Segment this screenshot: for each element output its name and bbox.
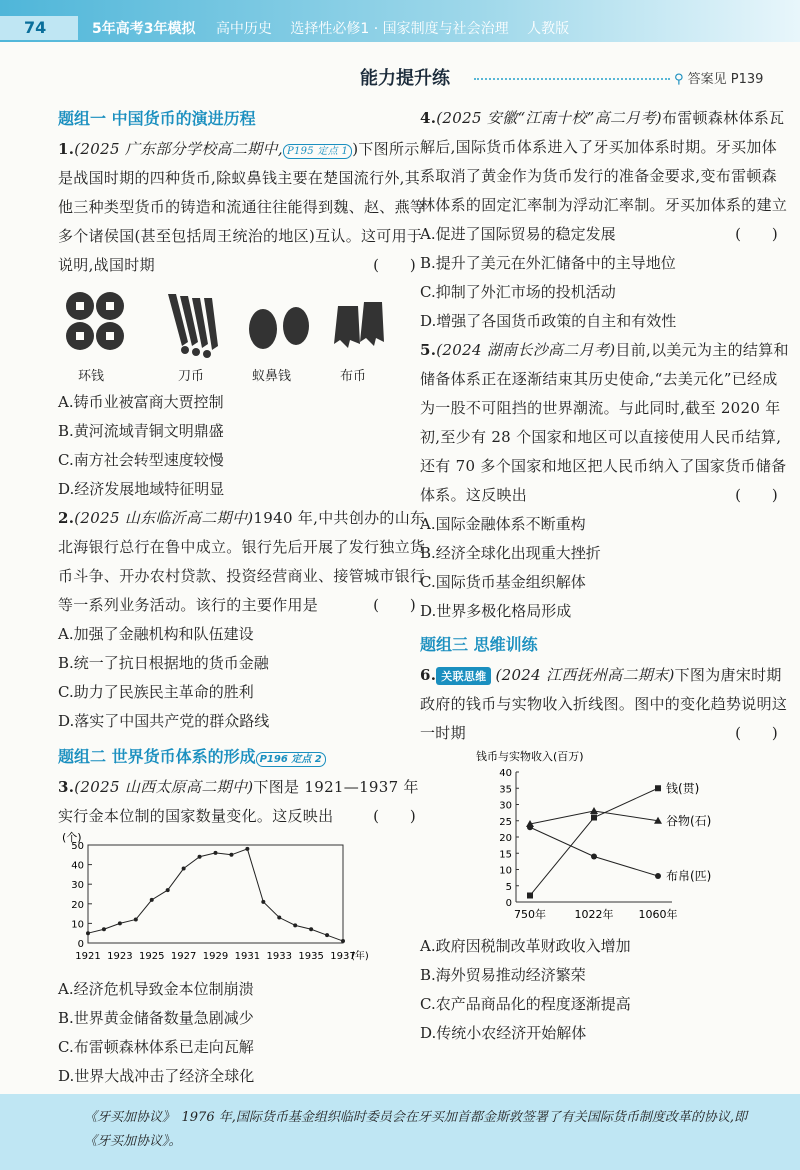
association-badge: 关联思维 bbox=[436, 667, 491, 685]
series-label: 布帛(匹) bbox=[666, 869, 712, 883]
spade-coin-image bbox=[334, 302, 384, 348]
option[interactable]: B.海外贸易推动经济繁荣 bbox=[420, 966, 586, 984]
y-tick-label: 35 bbox=[499, 784, 512, 796]
option[interactable]: A.促进了国际贸易的稳定发展 bbox=[420, 225, 616, 243]
option[interactable]: B.经济全球化出现重大挫折 bbox=[420, 544, 601, 562]
group2-title: 题组二 世界货币体系的形成 P196 定点 2 bbox=[58, 744, 428, 767]
x-tick-label: 1921 bbox=[75, 951, 101, 962]
data-point bbox=[591, 815, 597, 821]
header-text bbox=[92, 18, 583, 38]
data-point bbox=[341, 939, 345, 943]
option[interactable]: D.经济发展地域特征明显 bbox=[58, 480, 225, 498]
option[interactable]: C.助力了民族民主革命的胜利 bbox=[58, 683, 254, 701]
plot-frame bbox=[88, 845, 343, 943]
series-line bbox=[88, 849, 343, 941]
option[interactable]: D.传统小农经济开始解体 bbox=[420, 1024, 587, 1042]
data-point bbox=[309, 927, 313, 931]
series-line bbox=[530, 788, 658, 895]
y-tick-label: 20 bbox=[499, 833, 512, 844]
answer-reference: ⚲ 答案见 P139 bbox=[674, 72, 764, 87]
option[interactable]: D.世界多极化格局形成 bbox=[420, 602, 572, 620]
option[interactable]: A.政府因税制改革财政收入增加 bbox=[420, 937, 631, 955]
data-point bbox=[229, 853, 233, 857]
y-tick-label: 5 bbox=[505, 881, 512, 893]
y-tick-label: 25 bbox=[499, 816, 512, 828]
y-tick-label: 40 bbox=[499, 768, 512, 779]
data-point bbox=[591, 854, 597, 860]
x-axis-label: (年) bbox=[351, 951, 369, 962]
question-2: 2.(2025 山东临沂高二期中)1940 年,中共创办的山东北海银行总行在鲁中成立。银行先后开展了发行独立货币斗争、开办农村贷款、投资经营商业、接管城市银行等一系列业务活动。该行的主要作用是 ( ) bbox=[58, 509, 426, 614]
edition: 人教版 bbox=[527, 21, 570, 37]
y-tick-label: 10 bbox=[71, 919, 84, 931]
subject: 高中历史 bbox=[215, 21, 272, 37]
keypoint-tag[interactable]: P195 定点 1 bbox=[283, 144, 352, 159]
y-tick-label: 30 bbox=[499, 800, 512, 812]
option[interactable]: B.统一了抗日根据地的货币金融 bbox=[58, 654, 269, 672]
data-point bbox=[261, 900, 265, 904]
series-title: 5年高考3年模拟 bbox=[92, 21, 196, 37]
coin-images bbox=[58, 284, 428, 384]
ring-coin-image bbox=[66, 292, 124, 350]
section-title: 能力提升练 bbox=[360, 68, 450, 89]
coin-label: 布币 bbox=[340, 369, 367, 384]
x-tick-label: 1923 bbox=[107, 951, 133, 962]
option[interactable]: C.南方社会转型速度较慢 bbox=[58, 451, 224, 469]
option[interactable]: A.加强了金融机构和队伍建设 bbox=[58, 625, 254, 643]
data-point bbox=[245, 847, 249, 851]
footer-note: 《牙买加协议》 1976 年,国际货币基金组织临时委员会在牙买加首都金斯敦签署了有关国际货币制度改革的协议,即《牙买加协议》。 bbox=[84, 1110, 747, 1149]
data-point bbox=[655, 785, 661, 791]
y-tick-label: 30 bbox=[71, 880, 84, 892]
x-tick-label: 750年 bbox=[514, 908, 546, 921]
option[interactable]: B.黄河流域青铜文明鼎盛 bbox=[58, 422, 224, 440]
dotted-divider bbox=[474, 78, 670, 80]
data-point bbox=[198, 855, 202, 859]
coins-illustration bbox=[58, 284, 398, 364]
option[interactable]: C.国际货币基金组织解体 bbox=[420, 573, 586, 591]
data-point bbox=[325, 933, 329, 937]
y-axis-label: 钱币与实物收入(百万) bbox=[476, 750, 584, 763]
data-point bbox=[134, 917, 138, 921]
y-tick-label: 40 bbox=[71, 860, 84, 872]
question-3: 3.(2025 山西太原高二期中)下图是 1921—1937 年实行金本位制的国家数量变化。这反映出 ( ) bbox=[58, 778, 419, 825]
option[interactable]: C.布雷顿森林体系已走向瓦解 bbox=[58, 1038, 254, 1056]
book-title: 选择性必修1 · 国家制度与社会治理 bbox=[290, 21, 509, 37]
tang-song-income-chart bbox=[420, 748, 760, 928]
data-point bbox=[182, 867, 186, 871]
question-5: 5.(2024 湖南长沙高二月考)目前,以美元为主的结算和储备体系正在逐渐结束其历史使命,“去美元化”已经成为一股不可阻挡的世界潮流。与此同时,截至 2020 年初,至少有 28 个国家和地区可以直接使用人民币结算,还有 70 多个国家和地区把人民币纳入了国家货币储备体系。这反映出 ( ) bbox=[420, 341, 789, 504]
data-point bbox=[118, 921, 122, 925]
keypoint-tag[interactable]: P196 定点 2 bbox=[256, 752, 326, 767]
series-label: 谷物(石) bbox=[666, 813, 712, 828]
option[interactable]: D.增强了各国货币政策的自主和有效性 bbox=[420, 312, 677, 330]
series-line bbox=[530, 827, 658, 876]
coin-label: 刀币 bbox=[178, 369, 205, 384]
data-point bbox=[527, 824, 533, 830]
y-tick-label: 20 bbox=[71, 899, 84, 911]
left-column bbox=[58, 104, 428, 1091]
option[interactable]: A.铸币业被富商大贾控制 bbox=[58, 393, 224, 411]
x-tick-label: 1933 bbox=[266, 951, 292, 962]
data-point bbox=[214, 851, 218, 855]
data-point bbox=[102, 927, 106, 931]
question-4: 4.(2025 安徽“江南十校”高二月考)布雷顿森林体系瓦解后,国际货币体系进入了牙买加体系时期。牙买加体系取消了黄金作为货币发行的准备金要求,变布雷顿森林体系的固定汇率制为浮动汇率制。牙买加体系的建立 ( ) bbox=[420, 109, 788, 243]
question-1: 1.(2025 广东部分学校高二期中, P195 定点 1 )下图所示是战国时期的四种货币,除蚁鼻钱主要在楚国流行外,其他三种类型货币的铸造和流通往往能得到魏、赵、燕等多个诸侯国(甚至包括周王统治的地区)互认。这可用于说明,战国时期 ( ) bbox=[58, 140, 426, 274]
y-tick-label: 50 bbox=[71, 841, 84, 852]
coin-label: 环钱 bbox=[78, 369, 105, 384]
x-tick-label: 1931 bbox=[234, 951, 261, 962]
series-label: 钱(贯) bbox=[666, 781, 700, 796]
x-tick-label: 1927 bbox=[170, 951, 197, 962]
option[interactable]: D.世界大战冲击了经济全球化 bbox=[58, 1067, 255, 1085]
option[interactable]: D.落实了中国共产党的群众路线 bbox=[58, 712, 270, 730]
data-point bbox=[655, 873, 661, 879]
data-point bbox=[590, 807, 598, 814]
x-tick-label: 1925 bbox=[139, 951, 165, 962]
data-point bbox=[166, 888, 170, 892]
y-axis-label: (个) bbox=[62, 831, 82, 844]
option[interactable]: C.农产品商品化的程度逐渐提高 bbox=[420, 995, 631, 1013]
data-point bbox=[150, 898, 154, 902]
group3-title: 题组三 思维训练 bbox=[420, 635, 538, 654]
ant-nose-coin-image bbox=[249, 307, 309, 349]
data-point bbox=[293, 923, 297, 927]
data-point bbox=[277, 916, 281, 920]
x-tick-label: 1060年 bbox=[638, 908, 678, 921]
x-tick-label: 1022年 bbox=[574, 908, 614, 921]
y-tick-label: 0 bbox=[77, 939, 84, 950]
gold-standard-chart bbox=[58, 831, 398, 971]
question-6: 6. 关联思维 (2024 江西抚州高二期末)下图为唐宋时期政府的钱币与实物收入折线图。图中的变化趋势说明这一时期 ( ) bbox=[420, 666, 788, 742]
right-column bbox=[420, 104, 790, 1048]
x-tick-label: 1929 bbox=[202, 951, 229, 962]
page-number: 74 bbox=[0, 16, 78, 40]
option[interactable]: B.世界黄金储备数量急剧减少 bbox=[58, 1009, 254, 1027]
data-point bbox=[86, 931, 90, 935]
y-tick-label: 15 bbox=[499, 849, 512, 861]
option[interactable]: C.抑制了外汇市场的投机活动 bbox=[420, 283, 616, 301]
option[interactable]: B.提升了美元在外汇储备中的主导地位 bbox=[420, 254, 676, 272]
x-tick-label: 1935 bbox=[298, 951, 324, 962]
coin-label: 蚁鼻钱 bbox=[252, 369, 292, 384]
option[interactable]: A.经济危机导致金本位制崩溃 bbox=[58, 980, 254, 998]
group1-title: 题组一 中国货币的演进历程 bbox=[58, 109, 256, 128]
option[interactable]: A.国际金融体系不断重构 bbox=[420, 515, 586, 533]
knife-coin-image bbox=[168, 294, 218, 358]
y-tick-label: 10 bbox=[499, 865, 512, 877]
search-icon: ⚲ bbox=[674, 72, 684, 87]
data-point bbox=[527, 893, 533, 899]
x-tick-label: 1937 bbox=[330, 951, 356, 962]
y-tick-label: 0 bbox=[505, 898, 512, 909]
